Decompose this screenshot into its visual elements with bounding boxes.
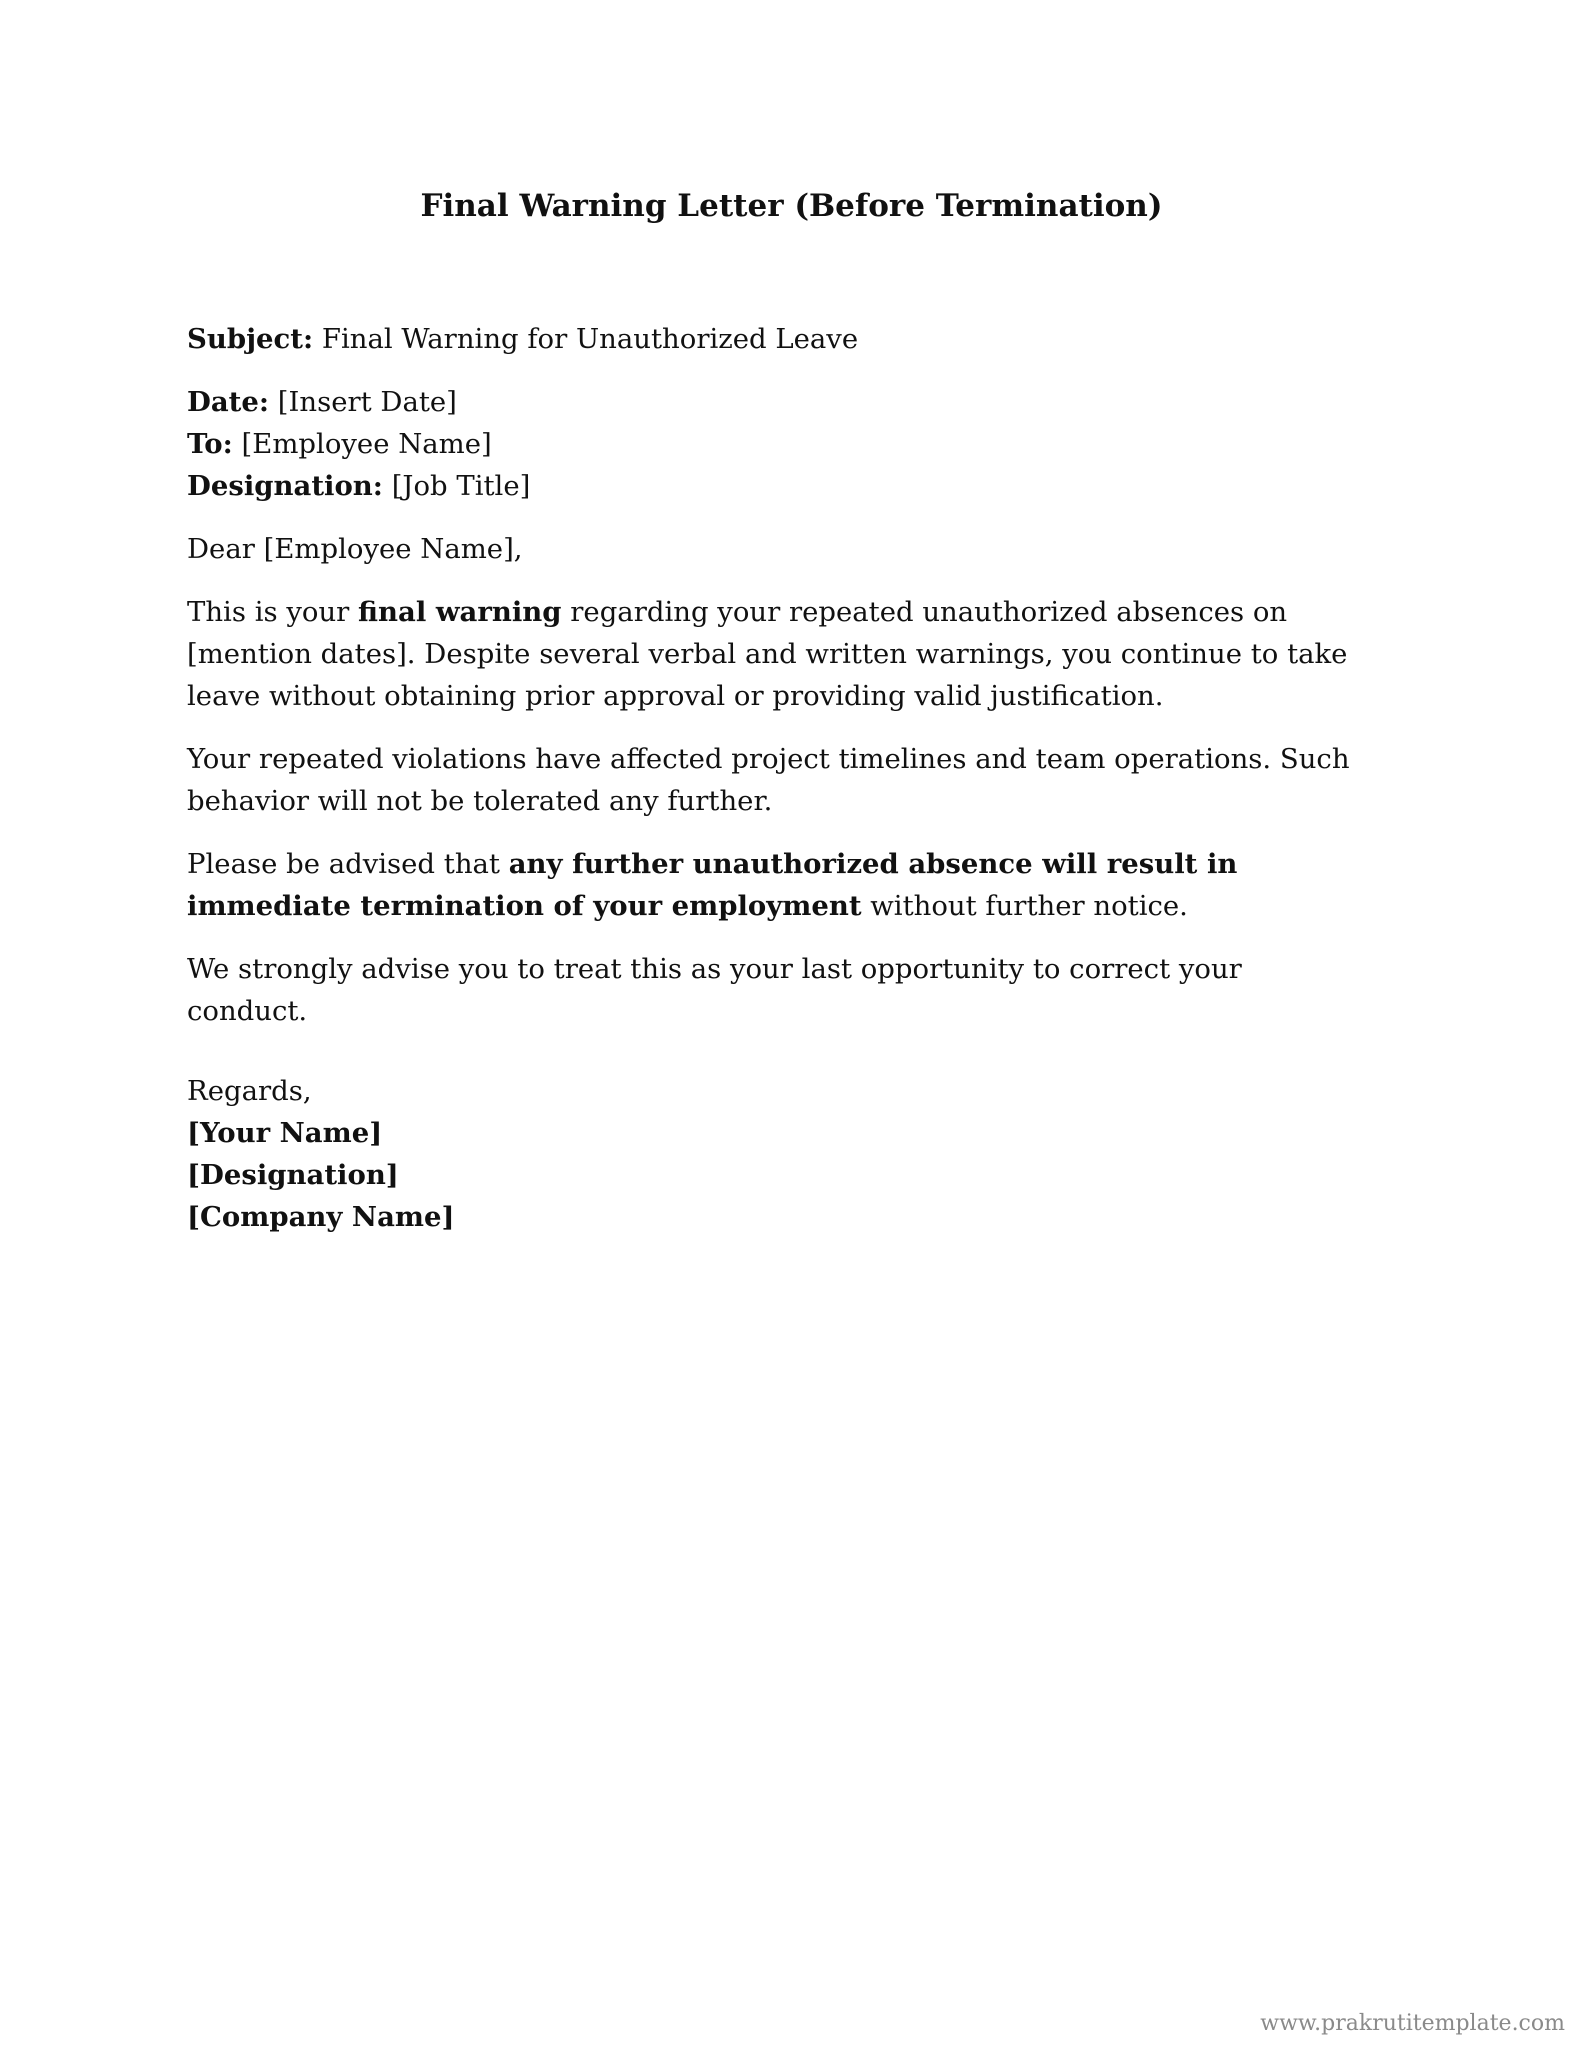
paragraph3-bold: any further unauthorized absence will result in immediate termination of your employment xyxy=(187,848,1238,922)
subject-label: Subject: xyxy=(187,323,314,355)
footer-website: www.prakrutitemplate.com xyxy=(1260,2011,1565,2036)
subject-value: Final Warning for Unauthorized Leave xyxy=(313,323,859,355)
letter-body xyxy=(187,318,1367,1053)
designation-value: [Job Title] xyxy=(382,470,531,502)
to-line xyxy=(187,423,1367,465)
paragraph-last-opportunity: We strongly advise you to treat this as your last opportunity to correct your conduct. xyxy=(187,953,1242,1027)
meta-block xyxy=(187,381,1367,507)
subject-line xyxy=(187,318,1367,360)
paragraph-final-warning xyxy=(187,591,1367,717)
to-value: [Employee Name] xyxy=(232,428,492,460)
paragraph3-post: without further notice. xyxy=(861,890,1188,922)
paragraph-violations: Your repeated violations have affected project timelines and team operations. Such behavior will not be tolerated any further. xyxy=(187,743,1350,817)
signature-designation: [Designation] xyxy=(187,1159,399,1191)
date-label: Date: xyxy=(187,386,270,418)
salutation: Dear [Employee Name], xyxy=(187,533,523,565)
date-value: [Insert Date] xyxy=(269,386,457,418)
paragraph1-bold: final warning xyxy=(358,596,562,628)
designation-label: Designation: xyxy=(187,470,383,502)
signature-block xyxy=(187,1070,455,1238)
signature-name: [Your Name] xyxy=(187,1117,383,1149)
to-label: To: xyxy=(187,428,233,460)
date-line xyxy=(187,381,1367,423)
paragraph-termination-notice xyxy=(187,843,1367,927)
signature-company: [Company Name] xyxy=(187,1201,455,1233)
paragraph3-pre: Please be advised that xyxy=(187,848,509,880)
designation-line xyxy=(187,465,1367,507)
page-title: Final Warning Letter (Before Termination) xyxy=(420,188,1163,224)
closing: Regards, xyxy=(187,1075,312,1107)
paragraph1-post: regarding your repeated unauthorized absences on [mention dates]. Despite several verbal and written warnings, you continue to take leave without obtaining prior approval or providing valid justification. xyxy=(187,596,1348,712)
paragraph1-pre: This is your xyxy=(187,596,359,628)
